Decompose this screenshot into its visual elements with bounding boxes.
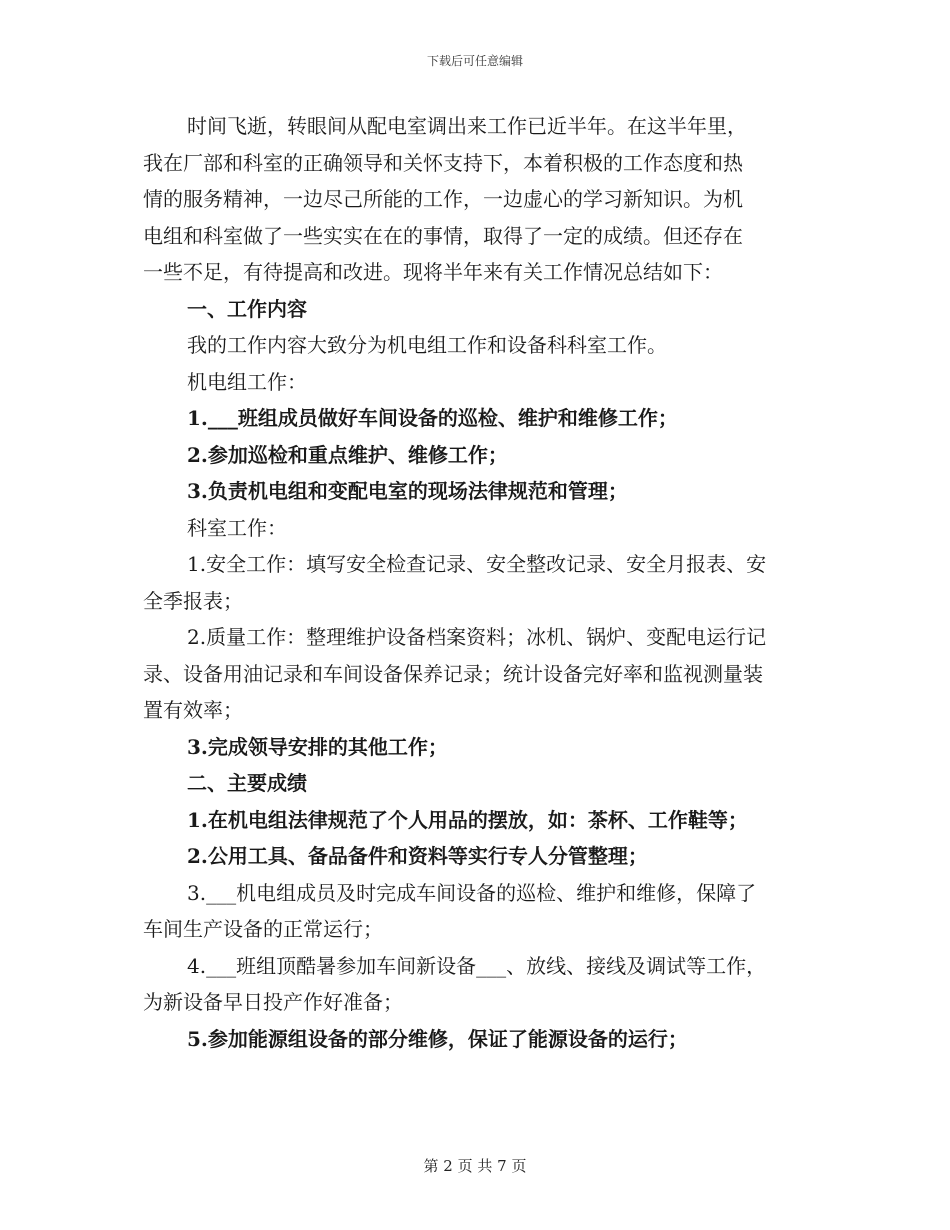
page-number-footer: 第 2 页 共 7 页 — [423, 1157, 527, 1175]
text-line: 1.___班组成员做好车间设备的巡检、维护和维修工作； — [187, 406, 678, 430]
text-line: 2.参加巡检和重点维护、维修工作； — [187, 442, 508, 467]
text-line: 一些不足，有待提高和改进。现将半年来有关工作情况总结如下： — [143, 260, 723, 284]
text-line: 5.参加能源组设备的部分维修，保证了能源设备的运行； — [187, 1026, 688, 1051]
text-line: 我在厂部和科室的正确领导和关怀支持下，本着积极的工作态度和热 — [143, 150, 743, 175]
text-line: 录、设备用油记录和车间设备保养记录；统计设备完好率和监视测量装 — [143, 661, 763, 686]
text-line: 2.公用工具、备品备件和资料等实行专人分管整理； — [187, 844, 648, 868]
text-line: 时间飞逝，转眼间从配电室调出来工作已近半年。在这半年里， — [187, 114, 747, 138]
text-line: 3.负责机电组和变配电室的现场法律规范和管理； — [187, 479, 628, 503]
text-line: 4.___班组顶酷暑参加车间新设备___、放线、接线及调试等工作， — [187, 953, 767, 978]
text-line: 置有效率； — [143, 698, 243, 722]
text-line: 3.___机电组成员及时完成车间设备的巡检、维护和维修，保障了 — [187, 880, 757, 905]
text-line: 全季报表； — [143, 588, 243, 613]
text-line: 情的服务精神，一边尽己所能的工作，一边虚心的学习新知识。为机 — [143, 187, 743, 211]
text-line: 2.质量工作：整理维护设备档案资料；冰机、锅炉、变配电运行记 — [187, 625, 767, 649]
text-line: 车间生产设备的正常运行； — [143, 917, 383, 941]
text-line: 3.完成领导安排的其他工作； — [187, 734, 448, 759]
text-line: 为新设备早日投产作好准备； — [143, 990, 403, 1014]
text-line: 二、主要成绩 — [187, 771, 307, 795]
text-line: 电组和科室做了一些实实在在的事情，取得了一定的成绩。但还存在 — [143, 223, 743, 248]
text-line: 机电组工作： — [187, 369, 307, 394]
text-line: 我的工作内容大致分为机电组工作和设备科科室工作。 — [187, 333, 667, 357]
page-header: 下载后可任意编辑 — [426, 54, 523, 68]
text-line: 一、工作内容 — [187, 296, 307, 321]
text-line: 1.在机电组法律规范了个人用品的摆放，如：茶杯、工作鞋等； — [187, 807, 748, 832]
text-line: 科室工作： — [187, 515, 287, 540]
text-line: 1.安全工作：填写安全检查记录、安全整改记录、安全月报表、安 — [187, 552, 767, 576]
document-body — [143, 108, 807, 1057]
